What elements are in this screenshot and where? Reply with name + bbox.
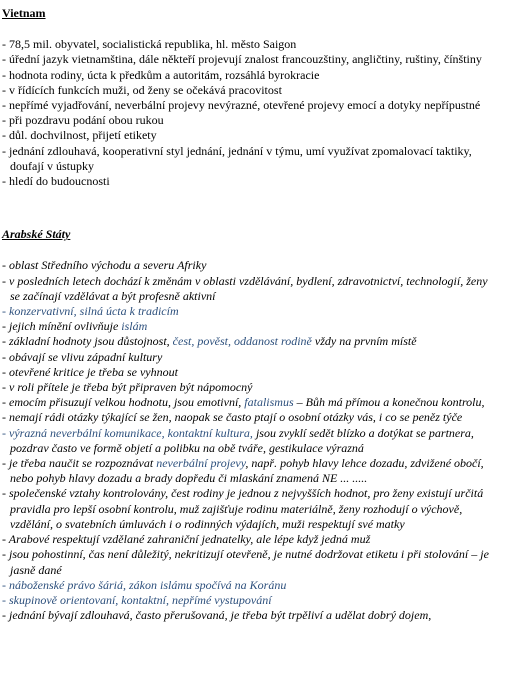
list-item-text: - náboženské právo šáriá, zákon islámu spočívá na Koránu	[2, 577, 287, 592]
list-item	[2, 319, 498, 334]
list-item-text: - základní hodnoty jsou důstojnost,	[2, 334, 173, 349]
list-item	[2, 274, 498, 304]
list-item	[2, 547, 498, 577]
list-item	[2, 98, 498, 113]
list-item-text: , např. pohyb hlavy lehce dozadu, zdvižené obočí, nebo pohyb hlavy dozadu a brady dopředu či mlaskání znamená NE ... .....	[10, 456, 484, 486]
list-item	[2, 486, 498, 532]
list-item-text: - v posledních letech dochází k změnám v oblasti vzdělávání, bydlení, zdravotnictví, technologií, ženy se začínají vzdělávat a být profesně aktivní	[2, 273, 488, 303]
arab-list	[2, 258, 498, 623]
list-item-text: - jednání bývají zdlouhavá, často přerušovaná, je třeba být trpěliví a udělat dobrý dojem,	[2, 608, 432, 623]
list-item-text: - 78,5 mil. obyvatel, socialistická republika, hl. město Saigon	[2, 37, 297, 52]
list-item	[2, 410, 498, 425]
list-item-text: - v roli přítele je třeba být připraven být nápomocný	[2, 380, 253, 395]
list-item-text: - Arabové respektují vzdělané zahraniční jednatelky, ale lépe když jedná muž	[2, 532, 371, 547]
list-item-text: - jednání zdlouhavá, kooperativní styl jednání, jednání v týmu, umí využívat zpomalovací taktiky, doufají v ústupky	[2, 143, 472, 173]
list-item-text: - je třeba naučit se rozpoznávat	[2, 456, 157, 471]
list-item-text: - důl. dochvilnost, přijetí etikety	[2, 128, 157, 143]
list-item-text: - konzervativní, silná úcta k tradicím	[2, 304, 179, 319]
list-item-text: - výrazná neverbální komunikace, kontaktní kultura,	[2, 425, 253, 440]
list-item	[2, 578, 498, 593]
list-item	[2, 456, 498, 486]
list-item-text: - nepřímé vyjadřování, neverbální projevy nevýrazné, otevřené projevy emocí a dotyky nepřípustné	[2, 98, 481, 113]
list-item	[2, 532, 498, 547]
list-item-text: - v řídících funkcích muži, od ženy se očekává pracovitost	[2, 82, 282, 97]
list-item-text: čest, pověst, oddanost rodině	[172, 334, 312, 349]
list-item-text: islám	[121, 319, 148, 334]
list-item-text: - společenské vztahy kontrolovány, čest rodiny je jednou z nejvyšších hodnot, pro ženy existují určitá pravidla pro lepší osobní kontrolu, muž zajišťuje rodinu materiálně, ženy rozhodují o výchově, vzdělání, o svatebních úmluvách i o rodinných výdajích, muži respektují své matky	[2, 486, 484, 531]
list-item-text: – Bůh má přímou a konečnou kontrolu,	[293, 395, 485, 410]
list-item-text: - obávají se vlivu západní kultury	[2, 349, 163, 364]
list-item-text: - jsou pohostinní, čas není důležitý, nekritizují otevřeně, je nutné dodržovat etiketu i při stolování – je jasně dané	[2, 547, 489, 577]
list-item-text: vždy na prvním místě	[311, 334, 417, 349]
list-item	[2, 258, 498, 273]
list-item-text: neverbální projevy	[156, 456, 246, 471]
list-item	[2, 144, 498, 174]
list-item-text: - jejich mínění ovlivňuje	[2, 319, 122, 334]
list-item	[2, 365, 498, 380]
list-item	[2, 52, 498, 67]
list-item-text: - skupinově orientovaní, kontaktní, nepřímé vystupování	[2, 592, 272, 607]
list-item	[2, 380, 498, 395]
list-item-text: - úřední jazyk vietnamština, dále někteří projevují znalost francouzštiny, angličtiny, ruštiny, čínštiny	[2, 52, 482, 67]
list-item-text: - hledí do budoucnosti	[2, 174, 110, 189]
list-item-text: - hodnota rodiny, úcta k předkům a autoritám, rozsáhlá byrokracie	[2, 67, 320, 82]
list-item	[2, 174, 498, 189]
list-item-text: - oblast Středního východu a severu Afriky	[2, 258, 207, 273]
list-item	[2, 37, 498, 52]
list-item-text: - otevřené kritice je třeba se vyhnout	[2, 364, 178, 379]
list-item	[2, 593, 498, 608]
document-page	[2, 6, 498, 623]
heading-arab-states: Arabské Státy	[2, 227, 71, 242]
list-item-text: fatalismus	[244, 395, 294, 410]
list-item-text: jsou zvyklí sedět blízko a dotýkat se partnera, pozdrav často ve formě objetí a polibku na obě tváře, gestikulace výrazná	[10, 425, 474, 455]
list-item	[2, 68, 498, 83]
list-item	[2, 608, 498, 623]
list-item	[2, 350, 498, 365]
list-item	[2, 128, 498, 143]
list-item	[2, 395, 498, 410]
list-item	[2, 113, 498, 128]
list-item	[2, 426, 498, 456]
list-item-text: - emocím přisuzují velkou hodnotu, jsou emotivní,	[2, 395, 245, 410]
list-item-text: - nemají rádi otázky týkající se žen, naopak se často ptají o osobní otázky vás, i co se peněz týče	[2, 410, 463, 425]
list-item	[2, 83, 498, 98]
vietnam-list	[2, 37, 498, 189]
heading-vietnam: Vietnam	[2, 6, 46, 20]
list-item	[2, 334, 498, 349]
list-item-text: - při pozdravu podání obou rukou	[2, 113, 164, 128]
list-item	[2, 304, 498, 319]
